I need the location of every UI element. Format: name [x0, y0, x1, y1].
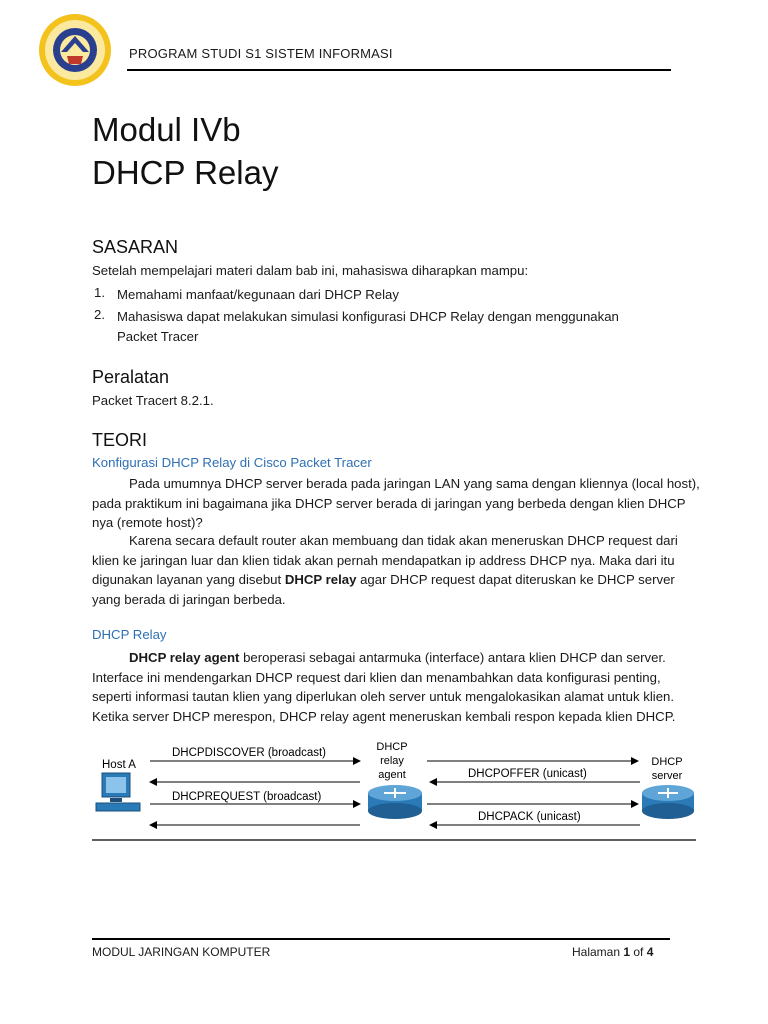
heading-teori: TEORI	[92, 430, 148, 450]
page-prefix: Halaman	[572, 945, 624, 959]
paragraph-3-bold: DHCP relay agent	[129, 650, 240, 665]
relay-label-1: DHCP	[376, 741, 408, 753]
relay-label-3: agent	[378, 769, 406, 781]
heading-peralatan: Peralatan	[92, 367, 170, 387]
list-item-number: 2.	[94, 307, 105, 322]
heading-sasaran: SASARAN	[92, 237, 179, 257]
footer-module-name: MODUL JARINGAN KOMPUTER	[92, 945, 271, 959]
paragraph-2-bold: DHCP relay	[284, 572, 357, 587]
server-label-2: server	[651, 770, 683, 782]
page-of: of	[630, 945, 647, 959]
paragraph-2-text-b: agar DHCP request dapat diteruskan ke DHCP server yang berada di jaringan berbeda.	[92, 572, 675, 607]
relay-label-2: relay	[380, 755, 404, 767]
page-current: 1	[623, 945, 631, 959]
header-divider	[127, 69, 671, 71]
msg-request: DHCPREQUEST (broadcast)	[172, 791, 322, 803]
footer-page-number	[572, 945, 653, 959]
host-computer-icon	[96, 773, 140, 811]
page-total: 4	[646, 945, 654, 959]
msg-discover: DHCPDISCOVER (broadcast)	[172, 747, 327, 759]
dhcp-relay-diagram	[92, 737, 700, 847]
list-item: Memahami manfaat/kegunaan dari DHCP Relay	[117, 287, 399, 302]
peralatan-text: Packet Tracert 8.2.1.	[92, 393, 214, 408]
list-item-number: 1.	[94, 285, 105, 300]
server-router-icon	[642, 785, 694, 819]
list-item: Mahasiswa dapat melakukan simulasi konfigurasi DHCP Relay dengan menggunakan Packet Tracer	[117, 309, 619, 344]
subheading-konfigurasi: Konfigurasi DHCP Relay di Cisco Packet Tracer	[92, 455, 372, 470]
msg-offer: DHCPOFFER (unicast)	[468, 768, 587, 780]
paragraph-3	[92, 648, 702, 726]
msg-ack: DHCPACK (unicast)	[478, 811, 581, 823]
paragraph-1: Pada umumnya DHCP server berada pada jaringan LAN yang sama dengan kliennya (local host), pada praktikum ini bagaimana jika DHCP server berada di jaringan yang berbeda dengan klien DHCP nya (remote host)?	[92, 476, 700, 530]
paragraph-3-text: beroperasi sebagai antarmuka (interface) antara klien DHCP dan server. Interface ini mendengarkan DHCP request dari klien dan menambahkan data konfigurasi penting, seperti informasi tautan klien yang diperlukan oleh server untuk mengalokasikan alamat untuk klien. Ketika server DHCP merespon, DHCP relay agent meneruskan kembali respon kepada klien DHCP.	[92, 650, 676, 724]
university-logo	[37, 12, 113, 88]
footer-divider	[92, 938, 670, 940]
header-institution: PROGRAM STUDI S1 SISTEM INFORMASI	[129, 46, 393, 61]
module-title: Modul IVb	[92, 111, 241, 148]
server-label-1: DHCP	[651, 756, 683, 768]
relay-router-icon	[368, 785, 422, 819]
module-subtitle: DHCP Relay	[92, 154, 279, 191]
paragraph-2	[92, 531, 702, 609]
sasaran-intro: Setelah mempelajari materi dalam bab ini, mahasiswa diharapkan mampu:	[92, 263, 529, 278]
host-label: Host A	[102, 759, 136, 771]
paragraph-2-text-a: Karena secara default router akan membuang dan tidak akan meneruskan DHCP request dari klien ke jaringan luar dan klien tidak akan pernah mendapatkan ip address DHCP nya. Maka dari itu digunakan layanan yang disebut	[92, 533, 678, 587]
subheading-dhcp-relay: DHCP Relay	[92, 627, 167, 642]
